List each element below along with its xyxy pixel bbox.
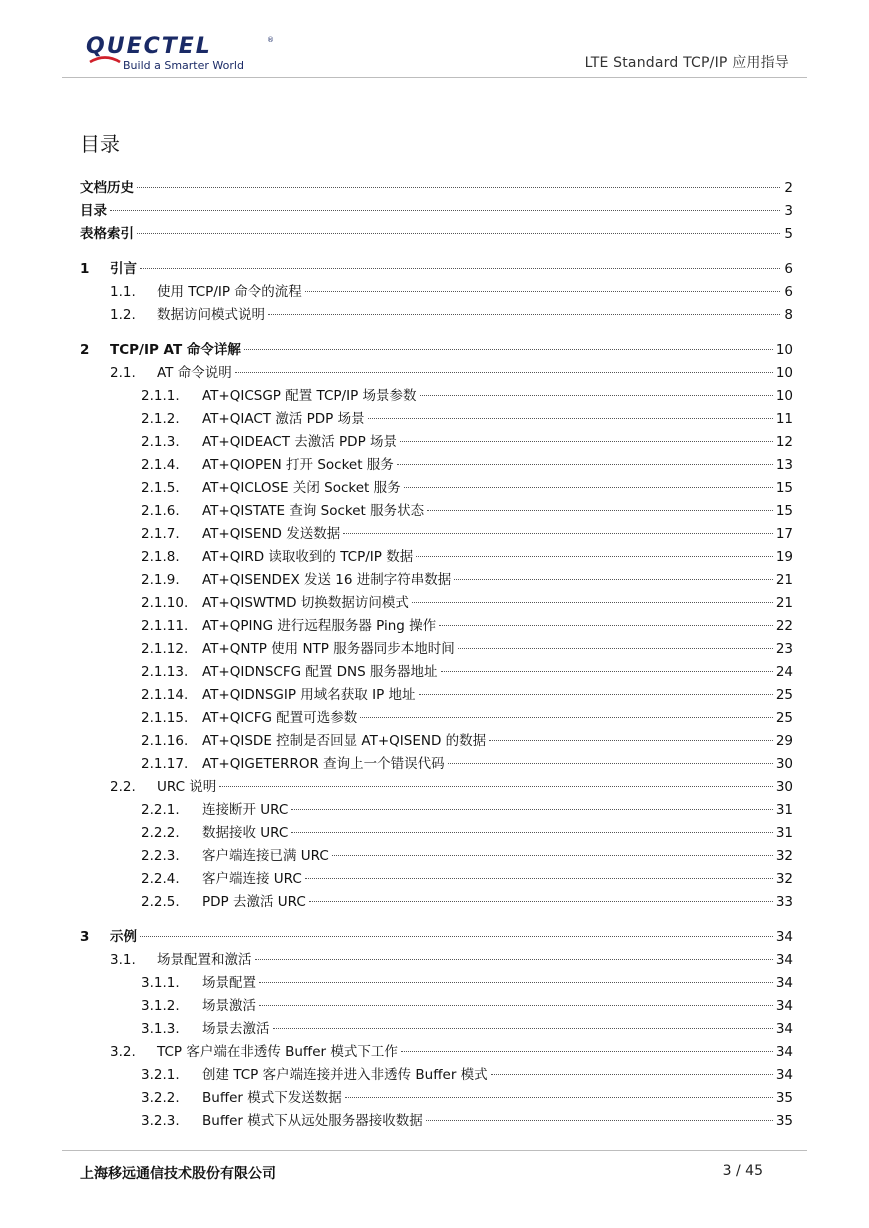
toc-entry-page: 25 [775, 710, 793, 726]
toc-entry-page: 5 [784, 226, 793, 242]
toc-entry-number: 2.2.5. [141, 894, 180, 910]
toc-entry[interactable] [0, 891, 869, 913]
toc-entry-title: 连接断开 URC [202, 802, 289, 818]
toc-entry-number: 3.2. [110, 1044, 136, 1060]
toc-entry-page: 6 [784, 261, 793, 277]
toc-entry-number: 2.2.3. [141, 848, 180, 864]
toc-entry-page: 19 [775, 549, 793, 565]
svg-text:®: ® [267, 36, 274, 44]
toc-entry-page: 30 [775, 756, 793, 772]
toc-entry-number: 3.1.3. [141, 1021, 180, 1037]
toc-entry[interactable] [0, 281, 869, 303]
toc-entry-number: 3.1. [110, 952, 136, 968]
quectel-logo [86, 32, 286, 74]
toc-entry-title: AT+QNTP 使用 NTP 服务器同步本地时间 [202, 641, 455, 657]
toc-entry[interactable] [0, 661, 869, 683]
toc-dot-leader [305, 291, 780, 292]
toc-dot-leader [137, 187, 780, 188]
toc-entry-page: 22 [775, 618, 793, 634]
toc-dot-leader [448, 763, 773, 764]
toc-entry-number: 2.1.10. [141, 595, 189, 611]
toc-entry-page: 34 [775, 1044, 793, 1060]
toc-dot-leader [219, 786, 773, 787]
toc-entry-page: 23 [775, 641, 793, 657]
toc-dot-leader [397, 464, 773, 465]
toc-entry-number: 2.1.7. [141, 526, 180, 542]
toc-entry[interactable] [0, 730, 869, 752]
page-header [0, 0, 869, 80]
toc-entry[interactable] [0, 569, 869, 591]
toc-dot-leader [420, 395, 773, 396]
toc-entry[interactable] [0, 615, 869, 637]
toc-entry[interactable] [0, 362, 869, 384]
toc-entry-title: 目录 [80, 203, 107, 219]
toc-entry[interactable] [0, 258, 869, 280]
header-divider [62, 77, 807, 78]
toc-entry-number: 2.1.13. [141, 664, 189, 680]
toc-entry-number: 2.1.15. [141, 710, 189, 726]
toc-dot-leader [491, 1074, 773, 1075]
toc-entry-number: 2.1.12. [141, 641, 189, 657]
footer-divider [62, 1150, 807, 1151]
toc-entry[interactable] [0, 949, 869, 971]
toc-entry-title: 客户端连接已满 URC [202, 848, 329, 864]
toc-entry[interactable] [0, 385, 869, 407]
toc-dot-leader [140, 936, 773, 937]
toc-entry-number: 2.2.4. [141, 871, 180, 887]
toc-entry-page: 32 [775, 848, 793, 864]
toc-dot-leader [259, 1005, 773, 1006]
toc-entry-page: 31 [775, 802, 793, 818]
toc-entry[interactable] [0, 408, 869, 430]
toc-dot-leader [259, 982, 773, 983]
toc-entry[interactable] [0, 546, 869, 568]
toc-entry-title: 示例 [110, 929, 137, 945]
toc-entry[interactable] [0, 799, 869, 821]
toc-entry-page: 12 [775, 434, 793, 450]
toc-entry[interactable] [0, 1064, 869, 1086]
toc-dot-leader [305, 878, 773, 879]
toc-dot-leader [255, 959, 773, 960]
toc-dot-leader [458, 648, 773, 649]
toc-entry-title: AT+QISTATE 查询 Socket 服务状态 [202, 503, 425, 519]
toc-entry[interactable] [0, 200, 869, 222]
toc-entry-page: 24 [775, 664, 793, 680]
toc-dot-leader [426, 1120, 773, 1121]
toc-dot-leader [427, 510, 773, 511]
toc-entry-number: 2.1.9. [141, 572, 180, 588]
toc-dot-leader [441, 671, 773, 672]
toc-dot-leader [439, 625, 773, 626]
toc-entry-title: 场景去激活 [202, 1021, 270, 1037]
toc-entry[interactable] [0, 822, 869, 844]
toc-dot-leader [401, 1051, 773, 1052]
toc-entry-number: 2.1.14. [141, 687, 189, 703]
toc-entry-page: 35 [775, 1113, 793, 1129]
toc-dot-leader [291, 832, 773, 833]
svg-text:QUECTEL: QUECTEL [86, 34, 212, 59]
toc-entry-number: 2.1.4. [141, 457, 180, 473]
toc-entry-page: 17 [775, 526, 793, 542]
toc-dot-leader [137, 233, 780, 234]
toc-entry-title: AT+QICLOSE 关闭 Socket 服务 [202, 480, 401, 496]
toc-entry-title: 创建 TCP 客户端连接并进入非透传 Buffer 模式 [202, 1067, 488, 1083]
page-number: 3 / 45 [722, 1163, 763, 1179]
toc-entry-page: 29 [775, 733, 793, 749]
toc-entry-number: 2.2.1. [141, 802, 180, 818]
toc-entry-title: PDP 去激活 URC [202, 894, 306, 910]
toc-entry[interactable] [0, 177, 869, 199]
toc-dot-leader [360, 717, 773, 718]
toc-entry[interactable] [0, 454, 869, 476]
toc-entry-number: 2.2.2. [141, 825, 180, 841]
toc-entry-page: 35 [775, 1090, 793, 1106]
toc-entry-number: 2.1.16. [141, 733, 189, 749]
toc-entry-title: 表格索引 [80, 226, 134, 242]
toc-entry[interactable] [0, 339, 869, 361]
toc-dot-leader [489, 740, 773, 741]
svg-text:Build a Smarter World: Build a Smarter World [123, 59, 244, 72]
toc-entry-number: 3 [80, 929, 90, 945]
toc-entry[interactable] [0, 638, 869, 660]
toc-dot-leader [291, 809, 773, 810]
toc-entry-title: Buffer 模式下从远处服务器接收数据 [202, 1113, 423, 1129]
toc-entry[interactable] [0, 1087, 869, 1109]
toc-entry[interactable] [0, 776, 869, 798]
toc-entry-page: 6 [784, 284, 793, 300]
toc-entry-number: 3.2.3. [141, 1113, 180, 1129]
toc-entry-title: AT+QIDEACT 去激活 PDP 场景 [202, 434, 397, 450]
toc-entry-page: 10 [775, 342, 793, 358]
toc-dot-leader [343, 533, 773, 534]
toc-entry-title: TCP 客户端在非透传 Buffer 模式下工作 [157, 1044, 398, 1060]
toc-entry-number: 1 [80, 261, 90, 277]
toc-entry-number: 2.1. [110, 365, 136, 381]
toc-entry-page: 15 [775, 480, 793, 496]
toc-dot-leader [309, 901, 773, 902]
document-title: LTE Standard TCP/IP 应用指导 [584, 55, 789, 71]
toc-entry-title: AT 命令说明 [157, 365, 232, 381]
toc-entry-number: 2.1.1. [141, 388, 180, 404]
toc-dot-leader [268, 314, 780, 315]
toc-entry-page: 3 [784, 203, 793, 219]
toc-entry-page: 11 [775, 411, 793, 427]
toc-entry[interactable] [0, 707, 869, 729]
toc-entry[interactable] [0, 304, 869, 326]
toc-entry-page: 21 [775, 572, 793, 588]
toc-entry-page: 34 [775, 998, 793, 1014]
toc-entry[interactable] [0, 995, 869, 1017]
toc-entry-title: 客户端连接 URC [202, 871, 302, 887]
toc-entry[interactable] [0, 1041, 869, 1063]
toc-entry[interactable] [0, 926, 869, 948]
toc-entry-page: 30 [775, 779, 793, 795]
quectel-logo-graphic [86, 32, 286, 74]
toc-dot-leader [110, 210, 780, 211]
toc-entry[interactable] [0, 431, 869, 453]
toc-entry-number: 1.1. [110, 284, 136, 300]
toc-entry-title: AT+QIDNSCFG 配置 DNS 服务器地址 [202, 664, 438, 680]
page-title: 目录 [80, 132, 120, 156]
toc-dot-leader [273, 1028, 773, 1029]
toc-entry-page: 31 [775, 825, 793, 841]
toc-entry[interactable] [0, 523, 869, 545]
toc-entry-title: AT+QISDE 控制是否回显 AT+QISEND 的数据 [202, 733, 487, 749]
toc-entry[interactable] [0, 477, 869, 499]
toc-entry-number: 3.2.2. [141, 1090, 180, 1106]
toc-entry-title: 场景配置 [202, 975, 256, 991]
toc-entry-page: 2 [784, 180, 793, 196]
toc-entry[interactable] [0, 845, 869, 867]
toc-entry[interactable] [0, 1018, 869, 1040]
toc-entry-title: AT+QIGETERROR 查询上一个错误代码 [202, 756, 445, 772]
toc-entry-title: AT+QICSGP 配置 TCP/IP 场景参数 [202, 388, 417, 404]
toc-entry-page: 34 [775, 952, 793, 968]
toc-entry-page: 32 [775, 871, 793, 887]
toc-entry-title: 引言 [110, 261, 137, 277]
toc-entry[interactable] [0, 223, 869, 245]
toc-entry[interactable] [0, 684, 869, 706]
toc-entry[interactable] [0, 592, 869, 614]
toc-dot-leader [412, 602, 773, 603]
toc-entry-number: 3.1.1. [141, 975, 180, 991]
toc-entry-title: AT+QICFG 配置可选参数 [202, 710, 358, 726]
toc-entry-title: TCP/IP AT 命令详解 [110, 342, 241, 358]
toc-entry-number: 2.1.3. [141, 434, 180, 450]
toc-entry-number: 3.2.1. [141, 1067, 180, 1083]
toc-dot-leader [416, 556, 773, 557]
toc-entry-page: 10 [775, 388, 793, 404]
toc-entry-page: 15 [775, 503, 793, 519]
toc-entry-number: 2.1.8. [141, 549, 180, 565]
toc-entry-title: AT+QIDNSGIP 用域名获取 IP 地址 [202, 687, 416, 703]
company-name: 上海移远通信技术股份有限公司 [80, 1166, 276, 1182]
toc-entry-page: 34 [775, 1021, 793, 1037]
toc-entry-title: AT+QIRD 读取收到的 TCP/IP 数据 [202, 549, 414, 565]
toc-entry-title: 数据接收 URC [202, 825, 289, 841]
toc-entry-number: 2.1.2. [141, 411, 180, 427]
toc-entry[interactable] [0, 1110, 869, 1132]
toc-entry-number: 2.2. [110, 779, 136, 795]
toc-entry[interactable] [0, 753, 869, 775]
toc-dot-leader [332, 855, 773, 856]
toc-entry-title: 数据访问模式说明 [157, 307, 265, 323]
toc-entry-page: 8 [784, 307, 793, 323]
toc-entry-number: 2.1.17. [141, 756, 189, 772]
toc-dot-leader [140, 268, 780, 269]
toc-entry-page: 34 [775, 1067, 793, 1083]
toc-dot-leader [419, 694, 773, 695]
toc-entry-number: 2 [80, 342, 90, 358]
toc-entry-title: AT+QISWTMD 切换数据访问模式 [202, 595, 409, 611]
toc-entry-title: Buffer 模式下发送数据 [202, 1090, 342, 1106]
toc-entry[interactable] [0, 868, 869, 890]
toc-entry-page: 34 [775, 929, 793, 945]
toc-dot-leader [244, 349, 773, 350]
toc-entry-page: 33 [775, 894, 793, 910]
toc-entry-page: 21 [775, 595, 793, 611]
toc-entry-number: 2.1.6. [141, 503, 180, 519]
toc-entry-title: 使用 TCP/IP 命令的流程 [157, 284, 302, 300]
toc-entry-number: 2.1.11. [141, 618, 189, 634]
toc-entry-title: AT+QISENDEX 发送 16 进制字符串数据 [202, 572, 452, 588]
toc-entry-page: 25 [775, 687, 793, 703]
toc-dot-leader [400, 441, 773, 442]
toc-dot-leader [454, 579, 773, 580]
toc-dot-leader [235, 372, 773, 373]
toc-entry-title: 文档历史 [80, 180, 134, 196]
toc-entry-page: 10 [775, 365, 793, 381]
toc-dot-leader [345, 1097, 773, 1098]
toc-entry-title: 场景激活 [202, 998, 256, 1014]
toc-entry-title: AT+QIACT 激活 PDP 场景 [202, 411, 365, 427]
toc-entry-page: 34 [775, 975, 793, 991]
toc-entry[interactable] [0, 500, 869, 522]
toc-dot-leader [368, 418, 773, 419]
toc-entry-title: 场景配置和激活 [157, 952, 252, 968]
toc-entry-number: 3.1.2. [141, 998, 180, 1014]
toc-entry-page: 13 [775, 457, 793, 473]
toc-entry-title: AT+QISEND 发送数据 [202, 526, 341, 542]
toc-entry-title: AT+QPING 进行远程服务器 Ping 操作 [202, 618, 437, 634]
toc-entry[interactable] [0, 972, 869, 994]
toc-entry-title: URC 说明 [157, 779, 217, 795]
toc-entry-title: AT+QIOPEN 打开 Socket 服务 [202, 457, 394, 473]
toc-entry-number: 1.2. [110, 307, 136, 323]
toc-dot-leader [404, 487, 773, 488]
toc-entry-number: 2.1.5. [141, 480, 180, 496]
